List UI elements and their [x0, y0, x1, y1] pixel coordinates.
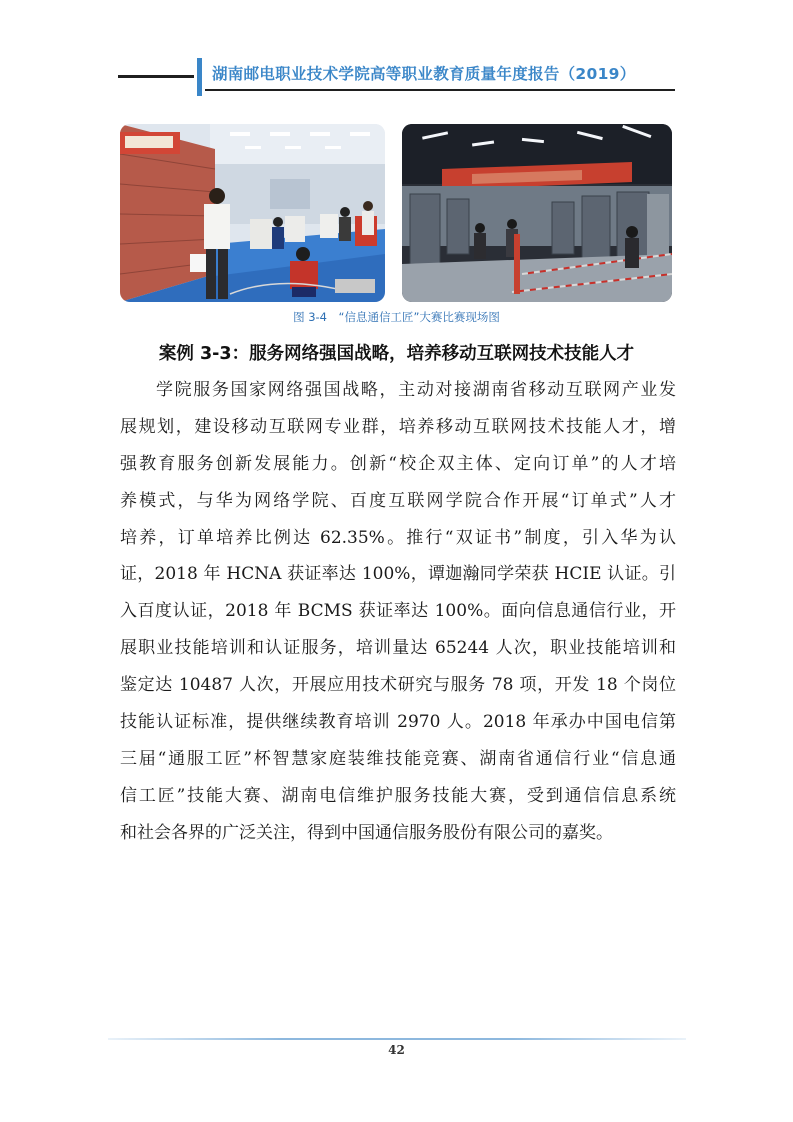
- competition-photo-left: [120, 124, 385, 302]
- body-line: 学院服务国家网络强国战略，主动对接湖南省移动互联网产业发: [156, 380, 676, 400]
- body-line: 养模式，与华为网络学院、百度互联网学院合作开展“订单式”人才: [120, 490, 676, 511]
- header-rule-left: [118, 75, 194, 78]
- body-line: 展职业技能培训和认证服务，培训量达 65244 人次，职业技能培训和: [120, 638, 676, 659]
- body-line: 和社会各界的广泛关注，得到中国通信服务股份有限公司的嘉奖。: [120, 822, 613, 843]
- body-line: 技能认证标准，提供继续教育培训 2970 人。2018 年承办中国电信第: [120, 712, 676, 733]
- case-title: 案例 3-3：服务网络强国战略，培养移动互联网技术技能人才: [158, 344, 635, 364]
- body-line: 三届“通服工匠”杯智慧家庭装维技能竞赛、湖南省通信行业“信息通: [120, 748, 676, 769]
- figure-caption: 图 3-4 “信息通信工匠”大赛比赛现场图: [293, 310, 500, 324]
- header-accent-bar: [197, 58, 202, 96]
- body-line: 入百度认证，2018 年 BCMS 获证率达 100%。面向信息通信行业，开: [120, 601, 676, 622]
- header-title: 湖南邮电职业技术学院高等职业教育质量年度报告（2019）: [212, 65, 636, 83]
- body-line: 强教育服务创新发展能力。创新“校企双主体、定向订单”的人才培: [120, 453, 676, 474]
- page-number: 42: [388, 1043, 405, 1057]
- body-line: 培养，订单培养比例达 62.35%。推行“双证书”制度，引入华为认: [120, 527, 676, 548]
- body-paragraph: [120, 372, 676, 852]
- header-rule-right: [205, 89, 675, 91]
- body-line: 展规划，建设移动互联网专业群，培养移动互联网技术技能人才，增: [120, 416, 676, 437]
- competition-photo-right: [402, 124, 672, 302]
- body-line: 信工匠”技能大赛、湖南电信维护服务技能大赛，受到通信信息系统: [120, 785, 676, 806]
- body-line: 鉴定达 10487 人次，开展应用技术研究与服务 78 项，开发 18 个岗位: [120, 675, 676, 696]
- body-line: 证，2018 年 HCNA 获证率达 100%，谭迦瀚同学荣获 HCIE 认证。引: [120, 564, 676, 585]
- footer-rule: [108, 1038, 686, 1040]
